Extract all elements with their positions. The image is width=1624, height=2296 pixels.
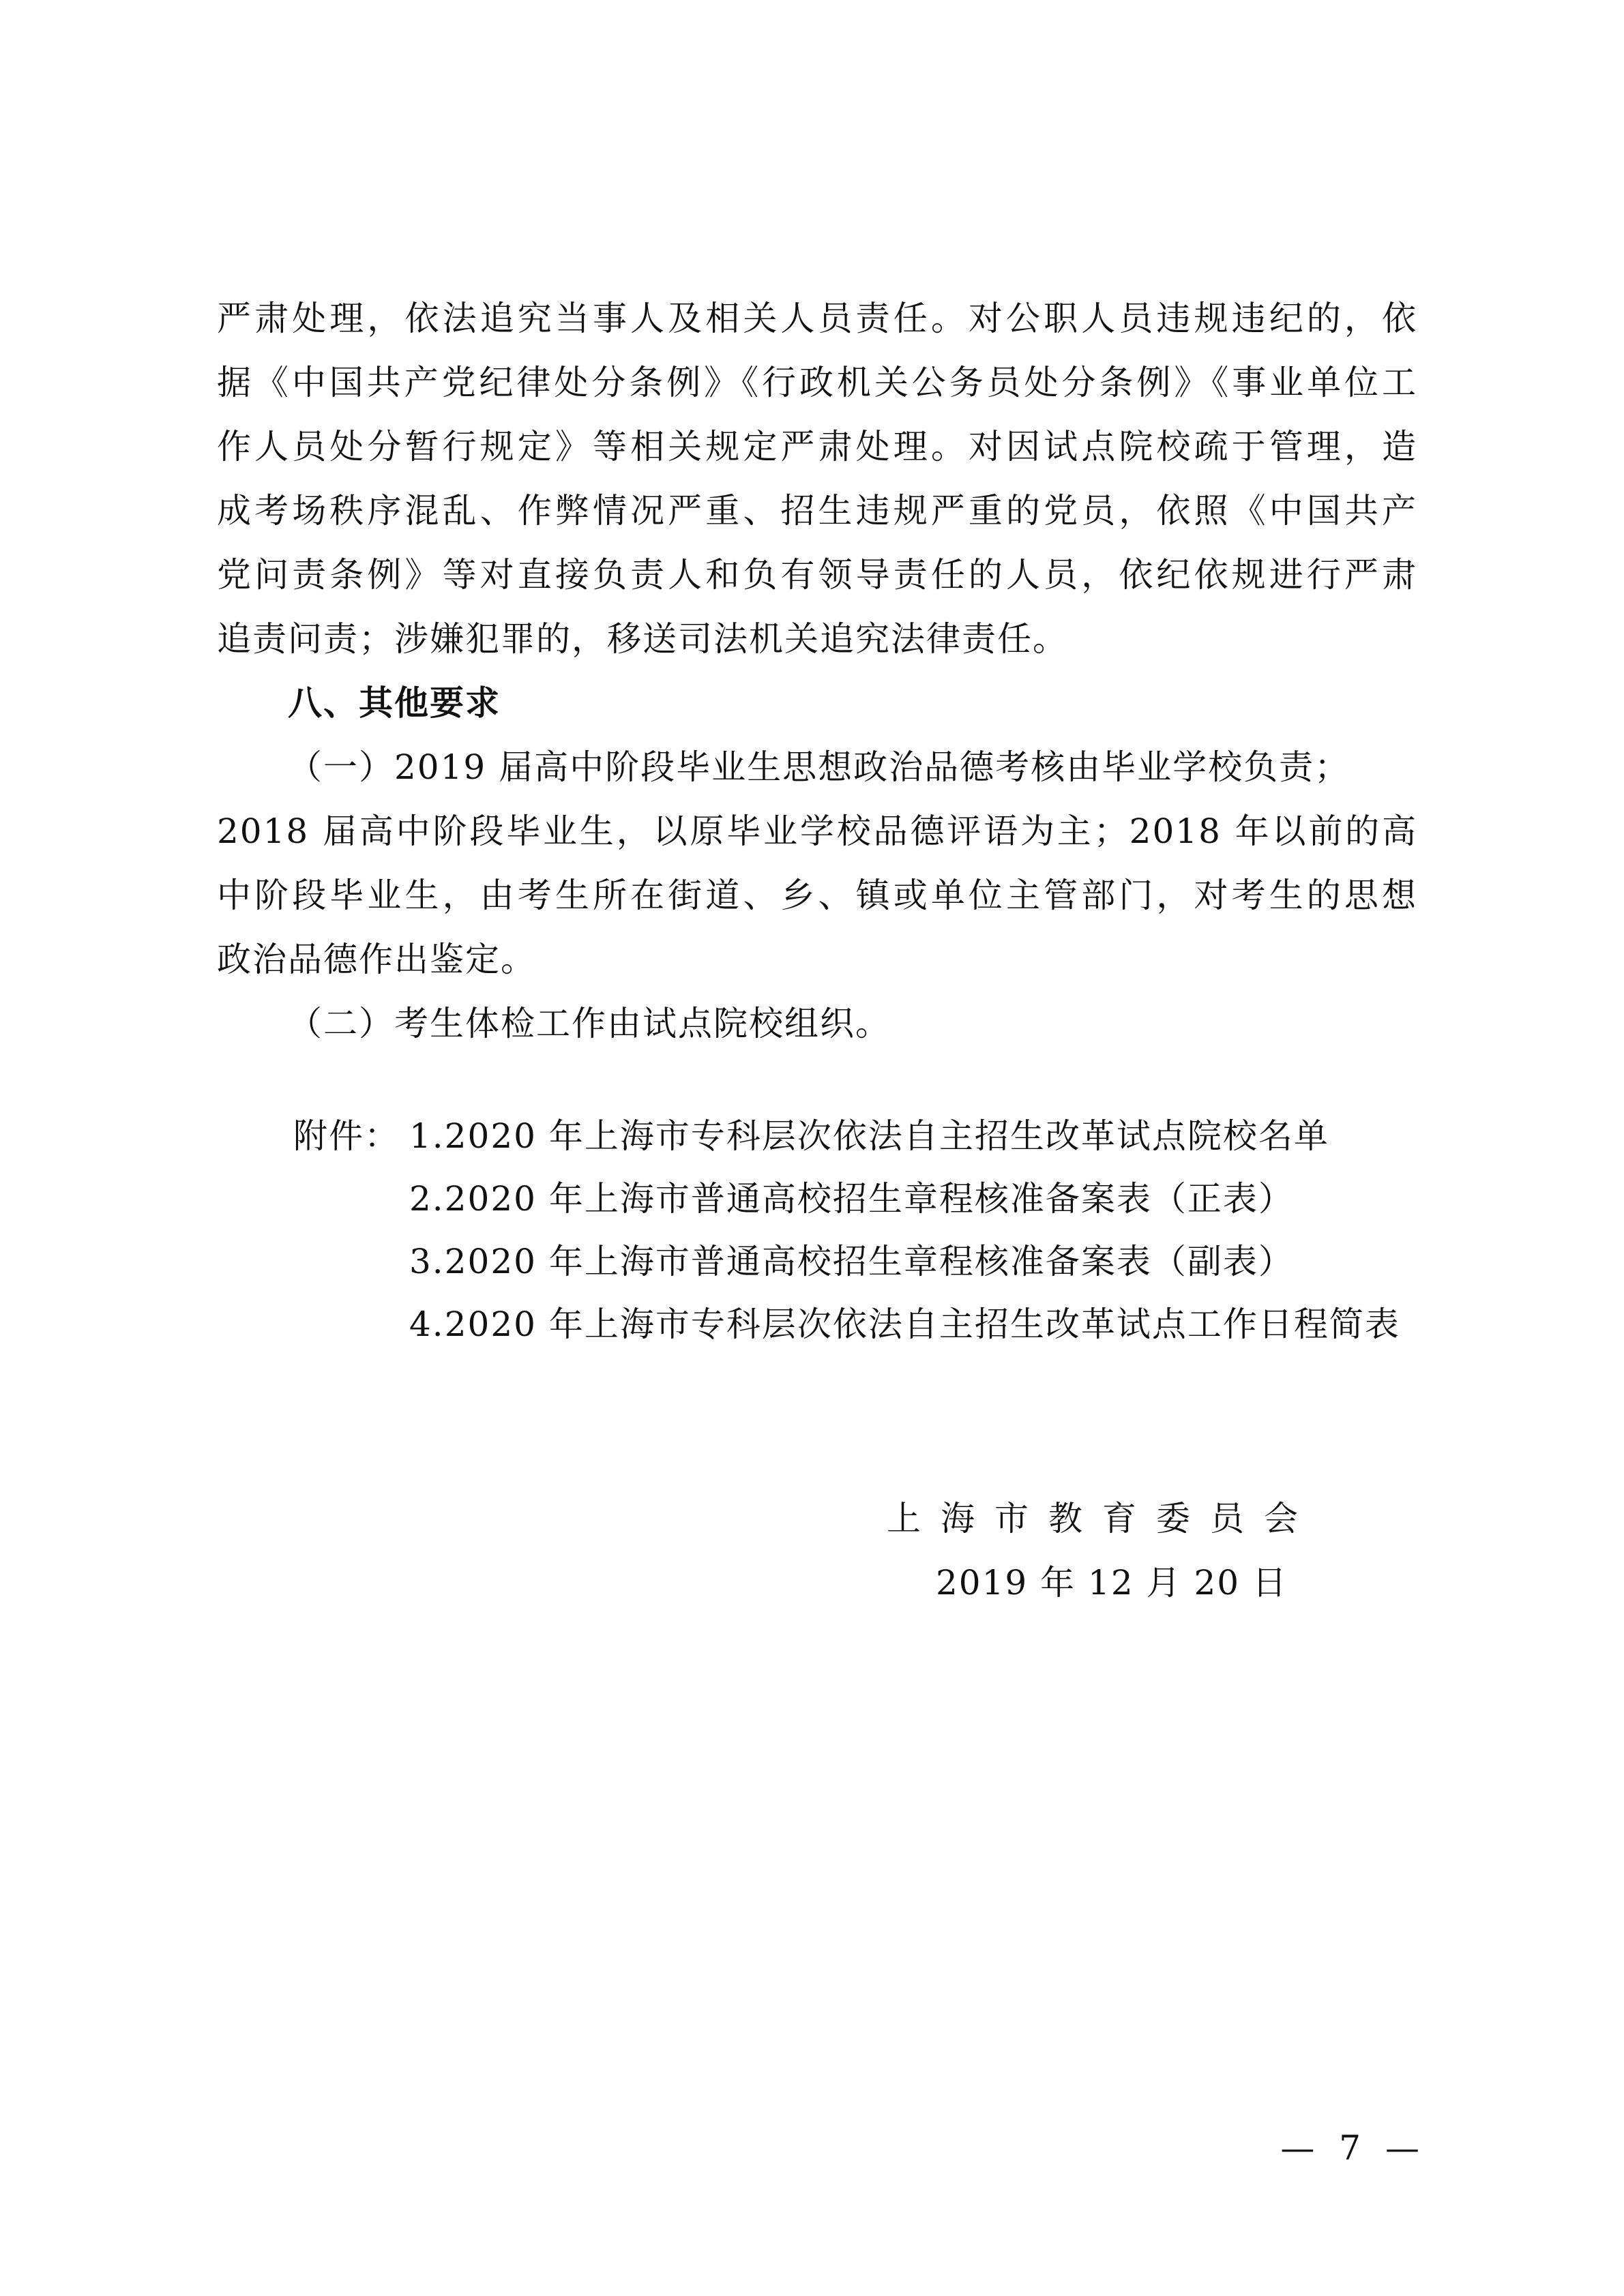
attachment-item	[293, 1230, 1426, 1293]
attachment-title: 1.2020 年上海市专科层次依法自主招生改革试点院校名单	[409, 1116, 1329, 1156]
paragraph-line: 作人员处分暂行规定》等相关规定严肃处理。对因试点院校疏于管理，造	[217, 427, 1417, 466]
issue-date: 2019 年 12 月 20 日	[936, 1563, 1288, 1602]
page-number: — 7 —	[1280, 2128, 1419, 2168]
attachments-label: 附件：	[293, 1116, 400, 1156]
paragraph-line: 2018 届高中阶段毕业生，以原毕业学校品德评语为主；2018 年以前的高	[217, 811, 1417, 851]
attachment-title: 2.2020 年上海市普通高校招生章程核准备案表（正表）	[409, 1179, 1294, 1219]
paragraph-line: （二）考生体检工作由试点院校组织。	[288, 1004, 891, 1043]
paragraph-line: 据《中国共产党纪律处分条例》《行政机关公务员处分条例》《事业单位工	[217, 363, 1417, 402]
attachment-title: 4.2020 年上海市专科层次依法自主招生改革试点工作日程简表	[409, 1304, 1400, 1344]
paragraph-line: 中阶段毕业生，由考生所在街道、乡、镇或单位主管部门，对考生的思想	[217, 876, 1417, 915]
paragraph-line: 党问责条例》等对直接负责人和负有领导责任的人员，依纪依规进行严肃	[217, 555, 1417, 595]
attachment-item	[293, 1105, 1426, 1167]
paragraph-line: 严肃处理，依法追究当事人及相关人员责任。对公职人员违规违纪的，依	[217, 299, 1417, 338]
attachment-title: 3.2020 年上海市普通高校招生章程核准备案表（副表）	[409, 1242, 1294, 1281]
attachment-item	[293, 1167, 1426, 1230]
paragraph-line: 成考场秩序混乱、作弊情况严重、招生违规严重的党员，依照《中国共产	[217, 491, 1417, 531]
paragraph-line: （一）2019 届高中阶段毕业生思想政治品德考核由毕业学校负责；	[288, 747, 1350, 787]
issuing-organization: 上海市教育委员会	[887, 1499, 1318, 1538]
attachment-item	[293, 1293, 1426, 1356]
attachments-list	[293, 1105, 1426, 1356]
paragraph-line: 政治品德作出鉴定。	[217, 940, 536, 979]
paragraph-line: 追责问责；涉嫌犯罪的，移送司法机关追究法律责任。	[217, 619, 1068, 659]
signature-block	[887, 1487, 1364, 1615]
document-body	[217, 286, 1417, 1056]
section-heading: 八、其他要求	[288, 683, 501, 723]
